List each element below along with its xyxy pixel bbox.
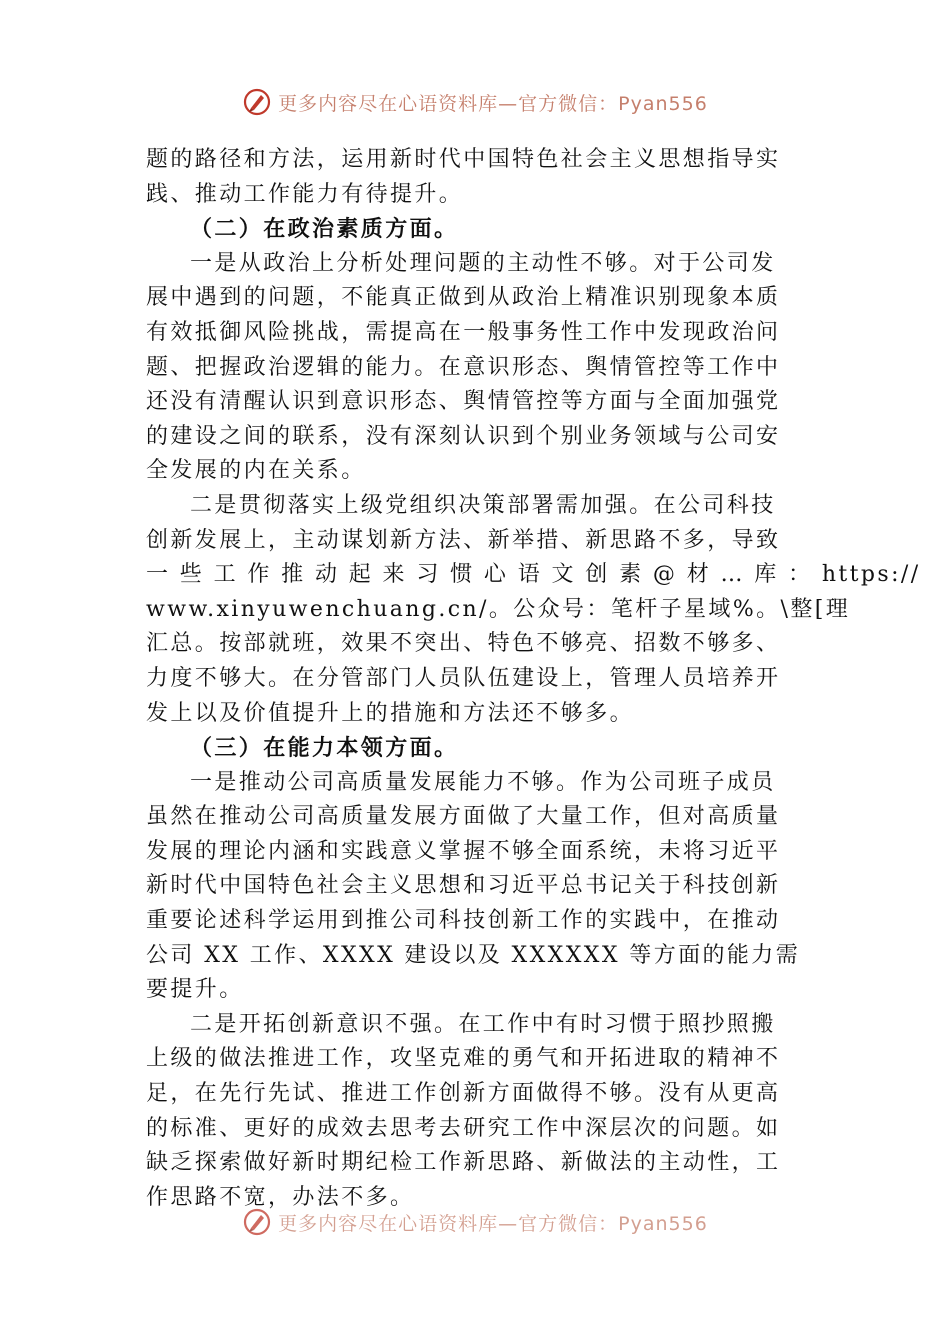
- text-line: 一是推动公司高质量发展能力不够。作为公司班子成员: [190, 769, 776, 795]
- text-line: （三）在能力本领方面。: [190, 735, 459, 762]
- text-line: 虽然在推动公司高质量发展方面做了大量工作，但对高质量: [146, 804, 781, 830]
- text-line: 重要论述科学运用到推公司科技创新工作的实践中，在推动: [146, 908, 781, 934]
- text-line: 发上以及价值提升上的措施和方法还不够多。: [146, 700, 635, 726]
- text-line: 还没有清醒认识到意识形态、舆情管控等方面与全面加强党: [146, 389, 781, 415]
- text-line: 发展的理论内涵和实践意义掌握不够全面系统，未将习近平: [146, 838, 781, 864]
- text-line: 新时代中国特色社会主义思想和习近平总书记关于科技创新: [146, 873, 781, 899]
- text-line: 一 些 工 作 推 动 起 来 习 惯 心 语 文 创 素 @ 材 … 库 ： https://: [146, 562, 921, 588]
- text-line: 的建设之间的联系，没有深刻认识到个别业务领域与公司安: [146, 423, 781, 449]
- text-line: 全发展的内在关系。: [146, 458, 366, 484]
- text-line: （二）在政治素质方面。: [190, 216, 459, 243]
- document-body: [146, 143, 921, 1215]
- text-line: 践、推动工作能力有待提升。: [146, 181, 464, 207]
- pen-nib-logo-icon: [242, 1207, 272, 1237]
- text-line: 的标准、更好的成效去思考去研究工作中深层次的问题。如: [146, 1115, 781, 1141]
- text-line: 一是从政治上分析处理问题的主动性不够。对于公司发: [190, 250, 776, 276]
- watermark-text: 更多内容尽在心语资料库—官方微信：Pyan556: [278, 1212, 708, 1235]
- text-line: 作思路不宽，办法不多。: [146, 1184, 415, 1210]
- section-heading: [146, 212, 806, 247]
- watermark-text: 更多内容尽在心语资料库—官方微信：Pyan556: [278, 92, 708, 115]
- text-line: 创新发展上，主动谋划新方法、新举措、新思路不多，导致: [146, 527, 781, 553]
- text-line: 二是开拓创新意识不强。在工作中有时习惯于照抄照搬: [190, 1011, 776, 1037]
- pen-nib-logo-icon: [242, 87, 272, 117]
- text-line: 有效抵御风险挑战，需提高在一般事务性工作中发现政治问: [146, 319, 781, 345]
- text-line: 展中遇到的问题，不能真正做到从政治上精准识别现象本质: [146, 285, 781, 311]
- paragraph: [146, 489, 921, 731]
- text-line: 公司 XX 工作、XXXX 建设以及 XXXXXX 等方面的能力需: [146, 942, 801, 968]
- text-line: www.xinyuwenchuang.cn/。公众号：笔杆子星域%。\整[理: [146, 596, 851, 622]
- paragraph: [146, 143, 806, 212]
- text-line: 汇总。按部就班，效果不突出、特色不够亮、招数不够多、: [146, 631, 781, 657]
- footer-watermark: [0, 1204, 950, 1240]
- paragraph: [146, 247, 806, 489]
- header-watermark: [0, 84, 950, 120]
- section-heading: [146, 731, 806, 766]
- text-line: 题的路径和方法，运用新时代中国特色社会主义思想指导实: [146, 147, 781, 172]
- paragraph: [146, 1008, 806, 1216]
- text-line: 要提升。: [146, 977, 244, 1003]
- text-line: 题、把握政治逻辑的能力。在意识形态、舆情管控等工作中: [146, 354, 781, 380]
- text-line: 二是贯彻落实上级党组织决策部署需加强。在公司科技: [190, 492, 776, 518]
- text-line: 力度不够大。在分管部门人员队伍建设上，管理人员培养开: [146, 665, 781, 691]
- paragraph: [146, 766, 806, 1008]
- text-line: 上级的做法推进工作，攻坚克难的勇气和开拓进取的精神不: [146, 1046, 781, 1072]
- text-line: 缺乏探索做好新时期纪检工作新思路、新做法的主动性，工: [146, 1150, 781, 1176]
- text-line: 足，在先行先试、推进工作创新方面做得不够。没有从更高: [146, 1081, 781, 1107]
